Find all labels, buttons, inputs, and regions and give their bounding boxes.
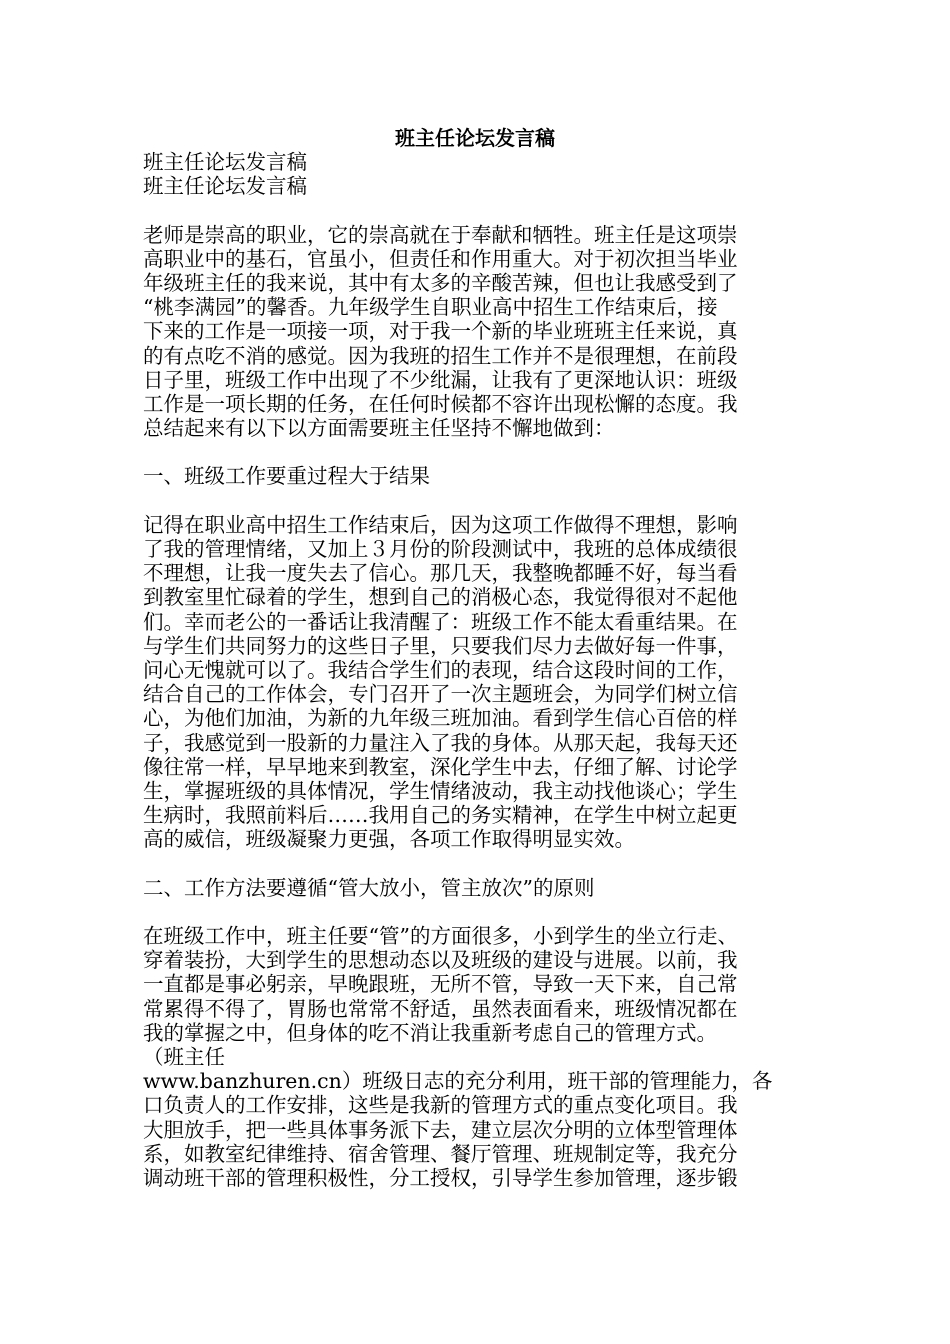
text-line: 口负责人的工作安排，这些是我新的管理方式的重点变化项目。我 bbox=[143, 1093, 738, 1118]
subtitle-line: 班主任论坛发言稿 bbox=[143, 150, 307, 174]
text-line: 不理想，让我一度失去了信心。那几天，我整晚都睡不好，每当看 bbox=[143, 561, 738, 586]
text-line: 穿着装扮，大到学生的思想动态以及班级的建设与进展。以前，我 bbox=[143, 948, 738, 973]
text-line: 调动班干部的管理积极性，分工授权，引导学生参加管理，逐步锻 bbox=[143, 1165, 738, 1190]
text-line: 总结起来有以下以方面需要班主任坚持不懈地做到： bbox=[143, 416, 615, 441]
text-line: 们。幸而老公的一番话让我清醒了：班级工作不能太看重结果。在 bbox=[143, 609, 738, 634]
document-title: 班主任论坛发言稿 bbox=[395, 126, 555, 150]
text-line: 生，掌握班级的具体情况，学生情绪波动，我主动找他谈心；学生 bbox=[143, 778, 738, 803]
spacer bbox=[143, 489, 813, 513]
text-line: 高职业中的基石，官虽小，但责任和作用重大。对于初次担当毕业 bbox=[143, 246, 738, 271]
text-line: 系，如教室纪律维持、宿舍管理、餐厅管理、班规制定等，我充分 bbox=[143, 1141, 738, 1166]
text-line: 像往常一样，早早地来到教室，深化学生中去，仔细了解、讨论学 bbox=[143, 754, 738, 779]
spacer bbox=[143, 900, 813, 924]
text-line: “桃李满园”的馨香。九年级学生自职业高中招生工作结束后，接 bbox=[143, 295, 718, 320]
text-line: 大胆放手，把一些具体事务派下去，建立层次分明的立体型管理体 bbox=[143, 1117, 738, 1142]
text-line: 下来的工作是一项接一项，对于我一个新的毕业班班主任来说，真 bbox=[143, 319, 738, 344]
document-body bbox=[143, 150, 813, 1190]
text-line: 与学生们共同努力的这些日子里，只要我们尽力去做好每一件事， bbox=[143, 633, 738, 658]
paragraph-1 bbox=[143, 513, 813, 852]
text-line: 结合自己的工作体会，专门召开了一次主题班会，为同学们树立信 bbox=[143, 682, 738, 707]
spacer bbox=[143, 851, 813, 875]
paragraph-intro bbox=[143, 223, 813, 441]
text-line: 日子里，班级工作中出现了不少纰漏，让我有了更深地认识：班级 bbox=[143, 367, 738, 392]
text-line: 一直都是事必躬亲，早晚跟班，无所不管，导致一天下来，自己常 bbox=[143, 972, 738, 997]
text-line: 高的威信，班级凝聚力更强，各项工作取得明显实效。 bbox=[143, 827, 635, 852]
text-line: 心，为他们加油，为新的九年级三班加油。看到学生信心百倍的样 bbox=[143, 706, 738, 731]
text-line: 到教室里忙碌着的学生，想到自己的消极心态，我觉得很对不起他 bbox=[143, 585, 738, 610]
subtitle-line: 班主任论坛发言稿 bbox=[143, 174, 307, 199]
text-line: 问心无愧就可以了。我结合学生们的表现，结合这段时间的工作， bbox=[143, 657, 738, 682]
text-line: 年级班主任的我来说，其中有太多的辛酸苦辣，但也让我感受到了 bbox=[143, 270, 738, 295]
text-line: 的有点吃不消的感觉。因为我班的招生工作并不是很理想，在前段 bbox=[143, 343, 738, 368]
spacer bbox=[143, 440, 813, 464]
text-line: 了我的管理情绪，又加上３月份的阶段测试中，我班的总体成绩很 bbox=[143, 537, 738, 561]
text-line: 我的掌握之中，但身体的吃不消让我重新考虑自己的管理方式。 bbox=[143, 1020, 717, 1045]
text-line: 生病时，我照前料后……我用自己的务实精神，在学生中树立起更 bbox=[143, 803, 738, 828]
section-heading-2: 二、工作方法要遵循“管大放小，管主放次”的原则 bbox=[143, 875, 595, 900]
text-line: www.banzhuren.cn）班级日志的充分利用，班干部的管理能力，各 bbox=[143, 1069, 773, 1094]
text-line: 记得在职业高中招生工作结束后，因为这项工作做得不理想，影响 bbox=[143, 512, 738, 537]
paragraph-2 bbox=[143, 924, 813, 1190]
section-heading-1: 一、班级工作要重过程大于结果 bbox=[143, 464, 430, 489]
text-line: 在班级工作中，班主任要“管”的方面很多，小到学生的坐立行走、 bbox=[143, 924, 738, 948]
text-line: 工作是一项长期的任务，在任何时候都不容许出现松懈的态度。我 bbox=[143, 391, 738, 416]
text-line: （班主任 bbox=[143, 1044, 225, 1069]
text-line: 常累得不得了，胃肠也常常不舒适，虽然表面看来，班级情况都在 bbox=[143, 996, 738, 1021]
text-line: 老师是崇高的职业，它的崇高就在于奉献和牺牲。班主任是这项崇 bbox=[143, 222, 738, 247]
spacer bbox=[143, 198, 813, 222]
text-line: 子，我感觉到一股新的力量注入了我的身体。从那天起，我每天还 bbox=[143, 730, 738, 755]
